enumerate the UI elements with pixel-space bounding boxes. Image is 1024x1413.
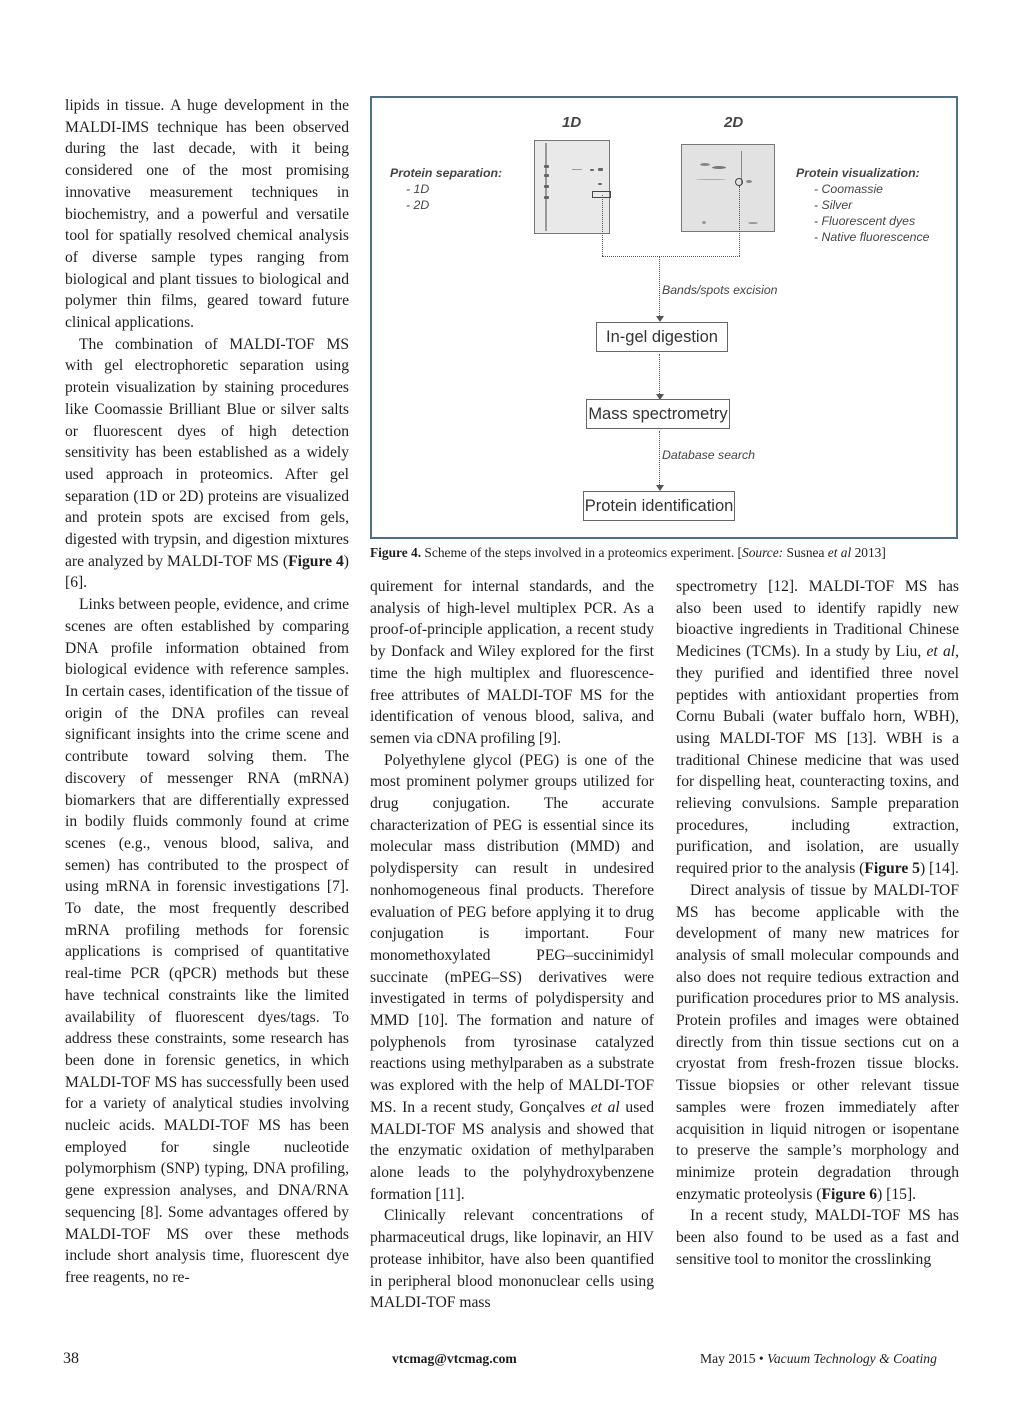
connector-line [659,354,660,396]
band [598,183,602,185]
footer-issue: May 2015 • Vacuum Technology & Coating [700,1351,937,1366]
step-protein-identification: Protein identification [583,491,735,521]
bullet-separator: • [758,1351,764,1366]
paragraph: Polyethylene glycol (PEG) is one of the most prominent polymer groups utilized for drug conjugation. The accurate characterization of PEG is essential since its molecular mass distribution (MMD) and polydispersity can result in undesired nonhomogeneous final products. Therefore evaluation of PEG before applying it to drug conjugation is important. Four monomethoxylated PEG–succinimidyl succinate (mPEG–SS) derivatives were investigated in terms of polydispersity and MMD [10]. The formation and nature of polyphenols from tyrosinase catalyzed reactions using methylparaben as a substrate was explored with the help of MALDI-TOF MS. In a recent study, Gonçalves et al used MALDI-TOF MS analysis and showed that the enzymatic oxidation of methylparaben alone leads to the polyhydroxybenzene formation [11]. [370,751,654,1203]
band [544,196,549,199]
spot [746,180,752,183]
step-in-gel-digestion: In-gel digestion [596,322,728,352]
band [544,165,549,168]
page-number: 38 [63,1350,79,1367]
separation-item: - 1D [406,182,430,196]
gel-1d-label: 1D [562,114,582,131]
paragraph: quirement for internal standards, and the analysis of high-level multiplex PCR. As a proof-of-principle application, a recent study by Donfack and Wiley explored for the first time the high multiplex and fluorescence-free attributes of MALDI-TOF MS for the identification of venous blood, saliva, and semen via cDNA profiling [9]. [370,578,654,747]
visualization-item: - Fluorescent dyes [814,214,916,228]
figure-4-diagram [370,96,958,539]
band [598,168,603,171]
gel-1d-image [534,140,610,234]
figure-reference-link[interactable]: Figure 4 [288,552,344,570]
spot [702,221,706,224]
band [590,169,594,171]
connector-line [659,431,660,487]
text-column-3 [676,576,959,1271]
paragraph: In a recent study, MALDI-TOF MS has been also found to be used as a fast and sensitive tool to monitor the crosslinking [676,1207,959,1268]
connector-line [602,195,603,256]
paragraph: lipids in tissue. A huge development in the MALDI-IMS technique has been observed during the last decade, with it being considered one of the most promising innovative measurement techniques in biochemistry, and a powerful and versatile tool for spatially resolved chemical analysis of diverse sample types ranging from biological and plant tissues to biological and polymer thin films, geared toward future clinical applications. [65,97,349,332]
paragraph: spectrometry [12]. MALDI-TOF MS has also been used to identify rapidly new bioactive ingredients in Traditional Chinese Medicines (TCMs). In a study by Liu, et al, they purified and identified three novel peptides with antioxidant properties from Cornu Bubali (water buffalo horn, WBH), using MALDI-TOF MS [13]. WBH is a traditional Chinese medicine that was used for dispelling heat, counteracting toxins, and relieving convulsions. Sample preparation procedures, including extraction, purification, and isolation, are usually required prior to the analysis (Figure 5) [14]. [676,578,959,878]
footer-email-link[interactable]: vtcmag@vtcmag.com [392,1351,517,1366]
paragraph: Links between people, evidence, and crime scenes are often established by comparing DNA profile information obtained from biological evidence with reference samples. In certain cases, identification of the tissue of origin of the DNA profiles can reveal significant insights into the crime scene and contribute toward solving them. The discovery of messenger RNA (mRNA) biomarkers that are differentially expressed in bodily fluids commonly found at crime scenes (e.g., venous blood, saliva, and semen) has contributed to the prospect of using mRNA in forensic investigations [7]. To date, the most frequently described mRNA profiling methods for forensic applications is comprised of quantitative real-time PCR (qPCR) methods but these have technical constraints like the limited availability of fluorescent dyes/tags. To address these constraints, some research has been done in forensic genetics, in which MALDI-TOF MS has successfully been used for a variety of analytical studies involving nucleic acids. MALDI-TOF MS has been employed for single nucleotide polymorphism (SNP) typing, DNA profiling, gene expression analyses, and DNA/RNA sequencing [8]. Some advantages offered by MALDI-TOF MS over these methods include short analysis time, fluorescent dye free reagents, no re- [65,596,349,1286]
band [572,169,582,170]
text-column-1 [65,95,349,1289]
spot [696,179,726,180]
band [544,185,549,188]
visualization-item: - Coomassie [814,182,884,196]
text-column-2 [370,576,654,1314]
visualization-item: - Silver [814,198,853,212]
figure-caption: Figure 4. Scheme of the steps involved in a proteomics experiment. [Source: Susnea et al 2013] [370,545,886,560]
excised-spot-circle [735,178,743,186]
gel-2d-label: 2D [724,114,744,131]
paragraph: Direct analysis of tissue by MALDI-TOF MS has become applicable with the development of many new matrices for analysis of small molecular compounds and also does not require tedious extraction and purification procedures prior to MS analysis. Protein profiles and images were obtained directly from thin tissue sections cut on a cryostat from fresh-frozen tissue blocks. Tissue biopsies or other relevant tissue samples were frozen immediately after acquisition in liquid nitrogen or isopentane to preserve the sample’s morphology and minimize protein degradation through enzymatic proteolysis (Figure 6) [15]. [676,881,959,1203]
figure-reference-link[interactable]: Figure 6 [821,1185,878,1203]
gel-2d-image [681,144,775,232]
paragraph: Clinically relevant concentrations of pharmaceutical drugs, like lopinavir, an HIV protease inhibitor, have also been quantified in peripheral blood mononuclear cells using MALDI-TOF mass [370,1207,654,1312]
step-mass-spectrometry: Mass spectrometry [586,399,730,429]
separation-item: - 2D [406,198,430,212]
edge-label-excision: Bands/spots excision [662,283,778,297]
spot [748,222,758,224]
spot [700,163,710,166]
band [544,174,549,177]
edge-label-database-search: Database search [662,448,755,462]
visualization-item: - Native fluorescence [814,230,930,244]
separation-heading: Protein separation: [390,166,503,180]
connector-line [659,256,660,318]
paragraph: The combination of MALDI-TOF MS with gel electrophoretic separation using protein visualization by staining procedures like Coomassie Brilliant Blue or silver salts or fluorescent dyes of high detection sensitivity has been established as a widely used approach in proteomics. After gel separation (1D or 2D) proteins are visualized and protein spots are excised from gels, digested with trypsin, and digestion mixtures are analyzed by MALDI-TOF MS (Figure 4) [6]. [65,335,349,592]
visualization-heading: Protein visualization: [796,166,920,180]
connector-line [739,186,740,256]
figure-reference-link[interactable]: Figure 5 [864,860,920,878]
spot [712,166,726,169]
connector-line [602,256,740,257]
magazine-title: Vacuum Technology & Coating [767,1351,937,1366]
